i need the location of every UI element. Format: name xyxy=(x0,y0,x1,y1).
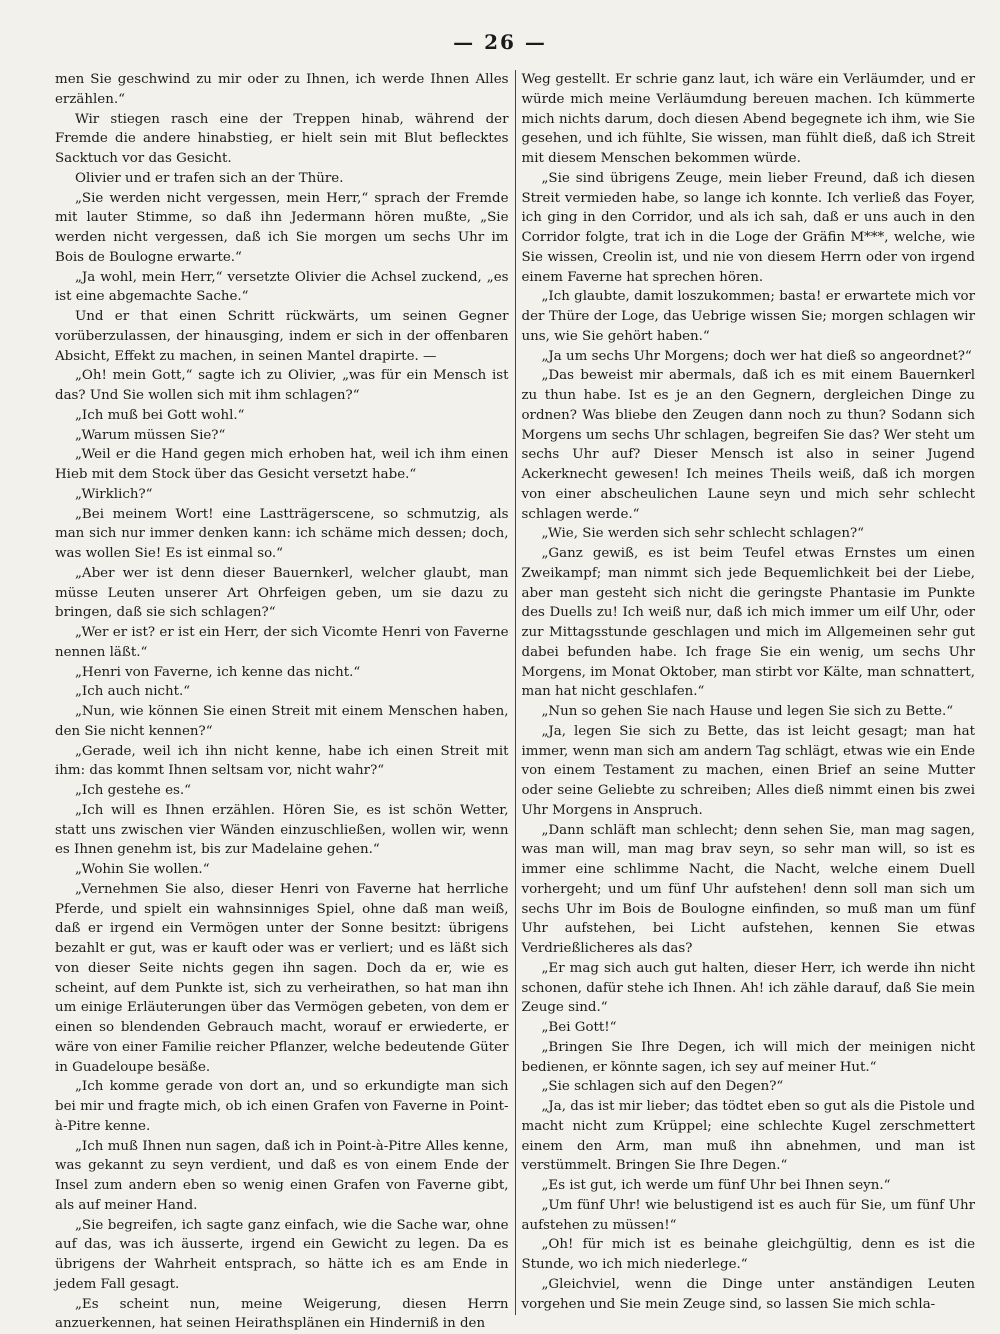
page-number: — 26 — xyxy=(0,30,1000,54)
paragraph: „Ja um sechs Uhr Morgens; doch wer hat dieß so angeordnet?“ xyxy=(522,347,976,367)
paragraph: „Vernehmen Sie also, dieser Henri von Faverne hat herrliche Pferde, und spielt ein wahnsinniges Spiel, ohne daß man weiß, daß er irgend ein Vermögen unter der Sonne besitzt: übrigens bezahlt er gut, was er kauft oder was er verliert; und es läßt sich von dieser Seite nichts gegen ihn sagen. Doch da er, wie es scheint, auf dem Punkte ist, sich zu verheirathen, so hat man ihn um einige Erläuterungen über das Vermögen gebeten, von dem er einen so blendenden Gebrauch macht, worauf er erwiederte, er wäre von einer Familie reicher Pflanzer, welche bedeutende Güter in Guadeloupe besäße. xyxy=(55,880,509,1078)
paragraph: „Wie, Sie werden sich sehr schlecht schlagen?“ xyxy=(522,524,976,544)
paragraph: „Henri von Faverne, ich kenne das nicht.“ xyxy=(55,663,509,683)
column-divider xyxy=(515,70,516,1315)
paragraph: „Das beweist mir abermals, daß ich es mit einem Bauernkerl zu thun habe. Ist es je an den Gegnern, dergleichen Dinge zu ordnen? Was bliebe den Zeugen dann noch zu thun? Sodann sich Morgens um sechs Uhr schlagen, begreifen Sie das? Wer steht um sechs Uhr auf? Dieser Mensch ist also in seiner Jugend Ackerknecht gewesen! Ich meines Theils weiß, daß ich morgen von einer abscheulichen Laune seyn und mich sehr schlecht schlagen werde.“ xyxy=(522,366,976,524)
paragraph: „Ja, das ist mir lieber; das tödtet eben so gut als die Pistole und macht nicht zum Krüppel; eine schlechte Kugel zerschmettert einem den Arm, man muß ihn abnehmen, und man ist verstümmelt. Bringen Sie Ihre Degen.“ xyxy=(522,1097,976,1176)
paragraph: Wir stiegen rasch eine der Treppen hinab, während der Fremde die andere hinabstieg, er hielt sein mit Blut beflecktes Sacktuch vor das Gesicht. xyxy=(55,110,509,169)
paragraph: „Ich will es Ihnen erzählen. Hören Sie, es ist schön Wetter, statt uns zwischen vier Wänden einzuschließen, wollen wir, wenn es Ihnen genehm ist, bis zur Madelaine gehen.“ xyxy=(55,801,509,860)
paragraph: „Sie werden nicht vergessen, mein Herr,“ sprach der Fremde mit lauter Stimme, so daß ihn Jedermann hören mußte, „Sie werden nicht vergessen, daß ich Sie morgen um sechs Uhr im Bois de Boulogne erwarte.“ xyxy=(55,189,509,268)
paragraph: „Wirklich?“ xyxy=(55,485,509,505)
paragraph: „Er mag sich auch gut halten, dieser Herr, ich werde ihn nicht schonen, dafür stehe ich Ihnen. Ah! ich zähle darauf, daß Sie mein Zeuge sind.“ xyxy=(522,959,976,1018)
paragraph: Olivier und er trafen sich an der Thüre. xyxy=(55,169,509,189)
paragraph: „Ich glaubte, damit loszukommen; basta! er erwartete mich vor der Thüre der Loge, das Uebrige wissen Sie; morgen schlagen wir uns, wie Sie gehört haben.“ xyxy=(522,287,976,346)
paragraph: Und er that einen Schritt rückwärts, um seinen Gegner vorüberzulassen, der hinausging, indem er sich in der offenbaren Absicht, Effekt zu machen, in seinen Mantel drapirte. — xyxy=(55,307,509,366)
paragraph: Weg gestellt. Er schrie ganz laut, ich wäre ein Verläumder, und er würde mich meine Verläumdung bereuen machen. Ich kümmerte mich nichts darum, doch diesen Abend begegnete ich ihm, wie Sie gesehen, und ich fühlte, Sie wissen, man fühlt dieß, daß ich Streit mit diesem Menschen bekommen würde. xyxy=(522,70,976,169)
paragraph: „Ganz gewiß, es ist beim Teufel etwas Ernstes um einen Zweikampf; man nimmt sich jede Bequemlichkeit bei der Liebe, aber man gesteht sich nicht die geringste Phantasie im Punkte des Duells zu! Ich weiß nur, daß ich mich immer um eilf Uhr, oder zur Mittagsstunde geschlagen und mich im Allgemeinen sehr gut dabei befunden habe. Ich frage Sie ein wenig, um sechs Uhr Morgens, im Monat Oktober, man stirbt vor Kälte, man schnattert, man hat nicht geschlafen.“ xyxy=(522,544,976,702)
paragraph: „Bei Gott!“ xyxy=(522,1018,976,1038)
paragraph: „Warum müssen Sie?“ xyxy=(55,426,509,446)
paragraph: „Ja, legen Sie sich zu Bette, das ist leicht gesagt; man hat immer, wenn man sich am andern Tag schlägt, etwas wie ein Ende von einem Testament zu machen, einen Brief an seine Mutter oder seine Geliebte zu schreiben; Alles dieß nimmt einen bis zwei Uhr Morgens in Anspruch. xyxy=(522,722,976,821)
paragraph: „Dann schläft man schlecht; denn sehen Sie, man mag sagen, was man will, man mag brav seyn, so sehr man will, so ist es immer eine schlimme Nacht, die Nacht, welche einem Duell vorhergeht; und um fünf Uhr aufstehen! denn soll man sich um sechs Uhr im Bois de Boulogne einfinden, so muß man um fünf Uhr aufstehen, bei Licht aufstehen, kennen Sie etwas Verdrießlicheres als das? xyxy=(522,821,976,959)
paragraph: „Es ist gut, ich werde um fünf Uhr bei Ihnen seyn.“ xyxy=(522,1176,976,1196)
paragraph: „Nun so gehen Sie nach Hause und legen Sie sich zu Bette.“ xyxy=(522,702,976,722)
paragraph: „Ja wohl, mein Herr,“ versetzte Olivier die Achsel zuckend, „es ist eine abgemachte Sache.“ xyxy=(55,268,509,308)
paragraph: „Nun, wie können Sie einen Streit mit einem Menschen haben, den Sie nicht kennen?“ xyxy=(55,702,509,742)
paragraph: „Weil er die Hand gegen mich erhoben hat, weil ich ihm einen Hieb mit dem Stock über das Gesicht versetzt habe.“ xyxy=(55,445,509,485)
paragraph: „Wer er ist? er ist ein Herr, der sich Vicomte Henri von Faverne nennen läßt.“ xyxy=(55,623,509,663)
paragraph: „Um fünf Uhr! wie belustigend ist es auch für Sie, um fünf Uhr aufstehen zu müssen!“ xyxy=(522,1196,976,1236)
paragraph: „Wohin Sie wollen.“ xyxy=(55,860,509,880)
paragraph: „Sie schlagen sich auf den Degen?“ xyxy=(522,1077,976,1097)
paragraph: „Bringen Sie Ihre Degen, ich will mich der meinigen nicht bedienen, er könnte sagen, ich sey auf meiner Hut.“ xyxy=(522,1038,976,1078)
paragraph: „Ich komme gerade von dort an, und so erkundigte man sich bei mir und fragte mich, ob ich einen Grafen von Faverne in Point-à-Pitre kenne. xyxy=(55,1077,509,1136)
paragraph: men Sie geschwind zu mir oder zu Ihnen, ich werde Ihnen Alles erzählen.“ xyxy=(55,70,509,110)
paragraph: „Gerade, weil ich ihn nicht kenne, habe ich einen Streit mit ihm: das kommt Ihnen seltsam vor, nicht wahr?“ xyxy=(55,742,509,782)
paragraph: „Ich muß Ihnen nun sagen, daß ich in Point-à-Pitre Alles kenne, was gekannt zu seyn verdient, und daß es von einem Ende der Insel zum andern eben so wenig einen Grafen von Faverne gibt, als auf meiner Hand. xyxy=(55,1137,509,1216)
paragraph: „Ich gestehe es.“ xyxy=(55,781,509,801)
right-column xyxy=(520,70,976,1315)
text-columns xyxy=(55,70,975,1315)
left-column xyxy=(55,70,511,1315)
paragraph: „Sie begreifen, ich sagte ganz einfach, wie die Sache war, ohne auf das, was ich äusserte, irgend ein Gewicht zu legen. Da es übrigens der Wahrheit entsprach, so hätte ich es am Ende in jedem Fall gesagt. xyxy=(55,1216,509,1295)
paragraph: „Oh! für mich ist es beinahe gleichgültig, denn es ist die Stunde, wo ich mich niederlege.“ xyxy=(522,1235,976,1275)
paragraph: „Aber wer ist denn dieser Bauernkerl, welcher glaubt, man müsse Leuten unserer Art Ohrfeigen geben, um sie dazu zu bringen, daß sie sich schlagen?“ xyxy=(55,564,509,623)
paragraph: „Es scheint nun, meine Weigerung, diesen Herrn anzuerkennen, hat seinen Heirathsplänen ein Hinderniß in den xyxy=(55,1295,509,1334)
paragraph: „Ich auch nicht.“ xyxy=(55,682,509,702)
paragraph: „Sie sind übrigens Zeuge, mein lieber Freund, daß ich diesen Streit vermieden habe, so lange ich konnte. Ich verließ das Foyer, ich ging in den Corridor, und als ich sah, daß er uns auch in den Corridor folgte, trat ich in die Loge der Gräfin M***, welche, wie Sie wissen, Creolin ist, und nie von diesem Herrn oder von irgend einem Faverne hat sprechen hören. xyxy=(522,169,976,288)
paragraph: „Oh! mein Gott,“ sagte ich zu Olivier, „was für ein Mensch ist das? Und Sie wollen sich mit ihm schlagen?“ xyxy=(55,366,509,406)
paragraph: „Gleichviel, wenn die Dinge unter anständigen Leuten vorgehen und Sie mein Zeuge sind, so lassen Sie mich schla- xyxy=(522,1275,976,1315)
paragraph: „Ich muß bei Gott wohl.“ xyxy=(55,406,509,426)
paragraph: „Bei meinem Wort! eine Lastträgerscene, so schmutzig, als man sich nur immer denken kann: ich schäme mich dessen; doch, was wollen Sie! Es ist einmal so.“ xyxy=(55,505,509,564)
